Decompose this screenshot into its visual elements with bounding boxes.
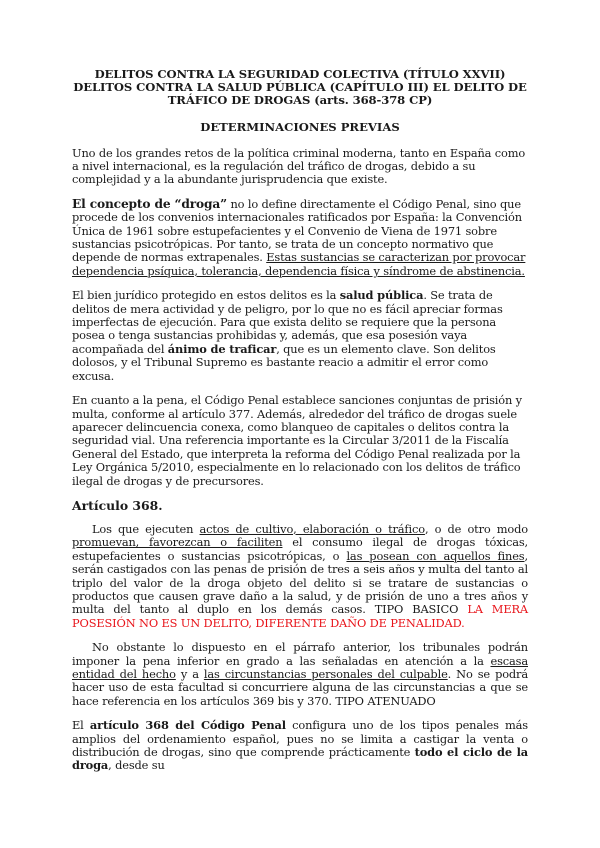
article-368-paragraph-1 — [72, 523, 528, 630]
underlined-actos: actos de cultivo, elaboración o tráfico — [199, 521, 425, 536]
underlined-promuevan: promuevan, favorezcan o faciliten — [72, 535, 283, 550]
text-run: , serán castigados con las penas de prisión de tres a seis años y multa del tanto al triplo del valor de la droga objeto del delito si se tratare de sustancias o productos que causen grave daño a la salud, y de prisión de uno a tres años y multa del tanto al duplo en los demás casos. TIPO BASICO — [72, 548, 528, 617]
document-page — [72, 68, 528, 784]
article-heading: Artículo 368. — [72, 497, 163, 513]
section-title: DETERMINACIONES PREVIAS — [200, 119, 400, 134]
text-run: , que es un elemento clave. Son delitos dolosos, y el Tribunal Supremo es bastante reacio a admitir el error como excusa. — [72, 341, 496, 383]
bold-articulo-368: artículo 368 del Código Penal — [89, 718, 286, 733]
title-line-2: DELITOS CONTRA LA SALUD PÚBLICA (CAPÍTULO III) EL DELITO DE — [73, 80, 527, 95]
title-line-1: DELITOS CONTRA LA SEGURIDAD COLECTIVA (TÍTULO XXVII) — [94, 67, 506, 81]
text-run: . Se trata de delitos de mera actividad y de peligro, por lo que no es fácil apreciar formas imperfectas de ejecución. Para que exista delito se requiere que la persona posea o tenga sustancias prohibidas y, además, que esa posesión vaya acompañada del — [72, 288, 503, 356]
drug-concept-paragraph — [72, 198, 528, 278]
article-368-paragraph-2 — [72, 641, 528, 708]
text-run: , desde su — [108, 758, 165, 773]
underlined-escasa-entidad: escasa entidad del hecho — [72, 653, 528, 682]
text-run: configura uno de los tipos penales más amplios del ordenamiento español, pues no se limita a castigar la venta o distribución de drogas, sino que comprende prácticamente — [72, 718, 529, 760]
drug-concept-lead: El concepto de “droga” — [72, 196, 228, 211]
drug-concept-text: no lo define directamente el Código Penal, sino que procede de los convenios internacionales ratificados por España: la Convención Única de 1961 sobre estupefacientes y el Convenio de Viena de 1971 sobre sustancias psicotrópicas. Por tanto, se trata de un concepto normativo que depende de normas extrapenales. — [72, 196, 522, 265]
text-run: Los que ejecuten — [92, 521, 200, 536]
legal-good-paragraph — [72, 289, 528, 383]
red-annotation: LA MERA POSESIÓN NO ES UN DELITO, DIFERENTE DAÑO DE PENALIDAD. — [72, 602, 528, 630]
text-run: el consumo ilegal de drogas tóxicas, estupefacientes o sustancias psicotrópicas, o — [72, 535, 528, 563]
drug-concept-underlined: Estas sustancias se caracterizan por provocar dependencia psíquica, tolerancia, dependencia física y síndrome de abstinencia. — [72, 250, 526, 278]
bold-ciclo-droga: todo el ciclo de la droga — [72, 745, 528, 773]
bold-animo-traficar: ánimo de traficar — [167, 341, 277, 356]
text-run: No obstante lo dispuesto en el párrafo anterior, los tribunales podrán imponer la pena inferior en grado a las señaladas en atención a la — [72, 640, 528, 668]
article-368-commentary — [72, 719, 528, 773]
text-run: , o de otro modo — [424, 521, 528, 536]
text-run: . No se podrá hacer uso de esta facultad si concurriere alguna de las circunstancias a que se hace referencia en los artículos 369 bis y 370. TIPO ATENUADO — [72, 667, 528, 708]
underlined-posean: las posean con aquellos fines — [346, 548, 525, 563]
title-line-3: TRÁFICO DE DROGAS (arts. 368-378 CP) — [167, 93, 433, 108]
text-run: El — [72, 718, 90, 733]
penalty-paragraph: En cuanto a la pena, el Código Penal establece sanciones conjuntas de prisión y multa, conforme al artículo 377. Además, alrededor del tráfico de drogas suele aparecer delincuencia conexa, como blanqueo de capitales o delitos contra la seguridad vial. Una referencia importante es la Circular 3/2011 de la Fiscalía General del Estado, que interpreta la reforma del Código Penal realizada por la Ley Orgánica 5/2010, especialmente en lo relacionado con los delitos de tráfico ilegal de drogas y de precursores. — [72, 393, 522, 488]
text-run: y a — [175, 667, 204, 682]
document-title — [72, 68, 528, 108]
bold-salud-publica: salud pública — [339, 288, 424, 303]
text-run: El bien jurídico protegido en estos delitos es la — [72, 288, 340, 303]
underlined-circunstancias: las circunstancias personales del culpable — [203, 667, 448, 682]
intro-paragraph: Uno de los grandes retos de la política criminal moderna, tanto en España como a nivel internacional, es la regulación del tráfico de drogas, debido a su complejidad y a la abundante jurisprudencia que existe. — [72, 145, 526, 187]
